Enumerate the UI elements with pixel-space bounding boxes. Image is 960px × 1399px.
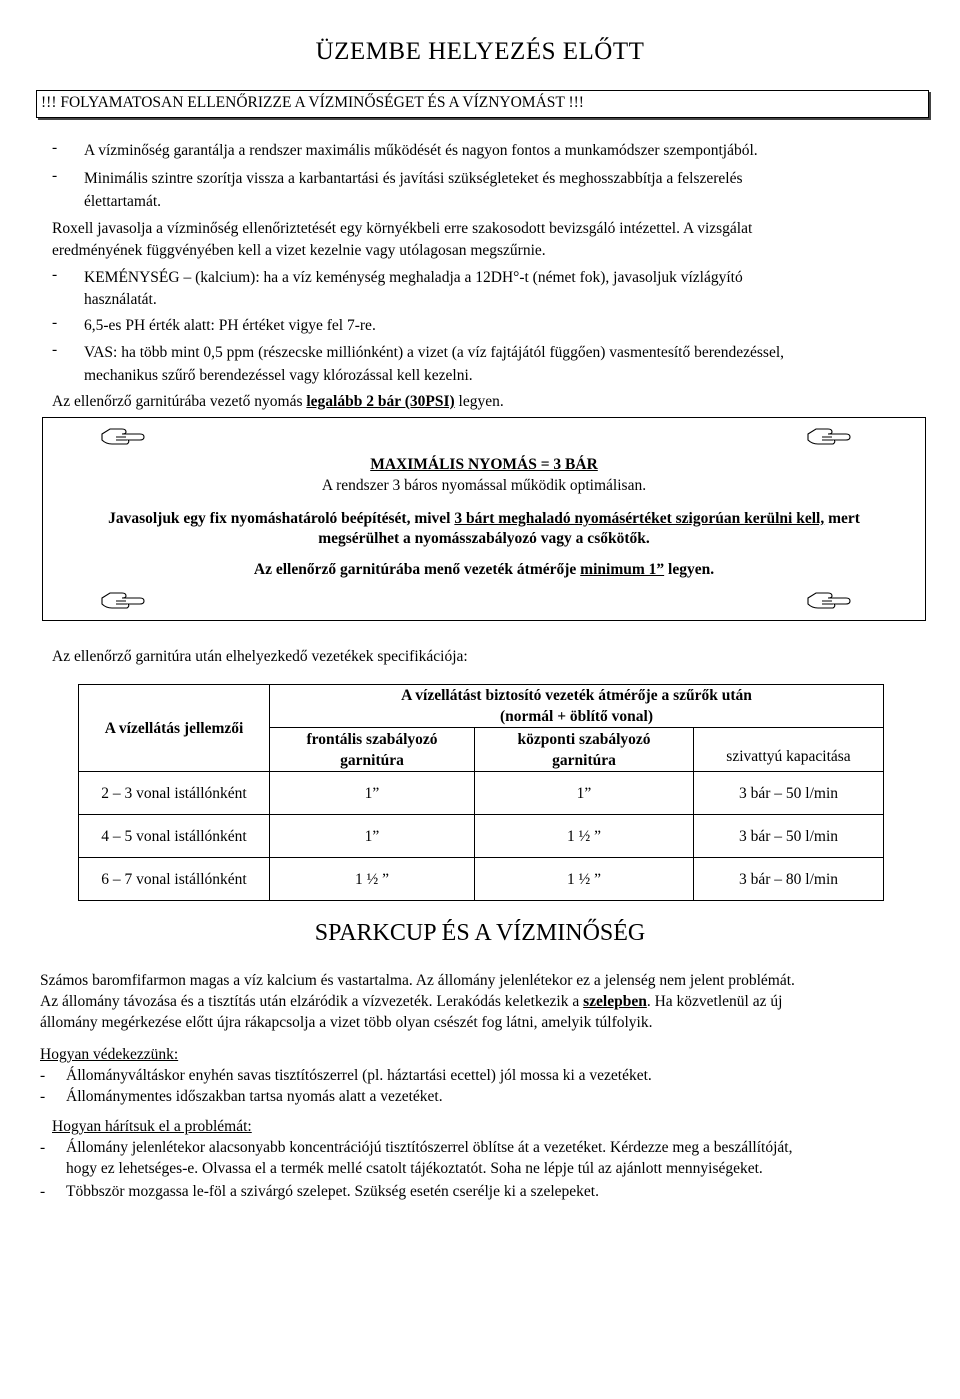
- bullet-dash: -: [52, 341, 58, 358]
- max-pressure-sub: A rendszer 3 báros nyomással működik optimálisan.: [321, 477, 647, 494]
- list-item: KEMÉNYSÉG – (kalcium): ha a víz keménység meghaladja a 12DH°-t (német fok), javasoljuk vízlágyító: [84, 269, 743, 286]
- cell-front: 1”: [270, 772, 475, 815]
- header-frontal-line1: frontális szabályozó: [306, 730, 438, 748]
- fix-title: Hogyan hárítsuk el a problémát:: [52, 1118, 252, 1135]
- bullet-dash: -: [52, 266, 58, 283]
- sec2-valve: szelepben: [583, 993, 647, 1010]
- list-item: Állomány jelenlétekor alacsonyabb koncentrációjú tisztítószerrel öblítse át a vezetéket. Kérdezze meg a beszállítóját,: [66, 1139, 793, 1156]
- rec-underlined: 3 bárt meghaladó nyomásértéket szigorúan kerülni kell,: [454, 510, 825, 527]
- diam-underlined: minimum 1”: [580, 561, 665, 578]
- roxell-paragraph-line2: eredményének függvényében kell a vizet kezelnie vagy utólagosan megszűrnie.: [52, 242, 546, 259]
- header-central-line2: garnitúra: [552, 751, 616, 769]
- table-header-row: [79, 685, 884, 728]
- list-item: VAS: ha több mint 0,5 ppm (részecske milliónként) a vizet (a víz fajtájától függően) vasmentesítő berendezéssel,: [84, 344, 785, 361]
- bullet-dash: -: [40, 1139, 46, 1156]
- sec2-paragraph-line2: [40, 990, 782, 1013]
- diameter-line: [42, 558, 926, 581]
- roxell-paragraph-line1: Roxell javasolja a vízminőség ellenőriztetését egy környékbeli erre szakosodott bevizsgáló intézettel. A vizsgálat: [52, 220, 753, 237]
- cell-desc: 6 – 7 vonal istállónként: [79, 858, 270, 901]
- header-diameter-line2: (normál + öblítő vonal): [499, 708, 654, 725]
- list-item: Állományváltáskor enyhén savas tisztítószerrel (pl. háztartási ecettel) jól mossa ki a vezetéket.: [66, 1067, 652, 1084]
- sec2-pre: Az állomány távozása és a tisztítás után elzáródik a vízvezeték. Lerakódás keletkezik a: [40, 993, 584, 1010]
- rec-post: mert: [824, 510, 860, 527]
- warning-box: [36, 90, 929, 118]
- list-item: Minimális szintre szorítja vissza a karbantartási és javítási szükségleteket és meghosszabbítja a felszerelés: [84, 170, 743, 187]
- bullet-dash: -: [40, 1067, 46, 1084]
- cell-central: 1”: [475, 772, 694, 815]
- spec-table: [78, 684, 884, 901]
- cell-pump: 3 bár – 80 l/min: [694, 858, 884, 901]
- bullet-dash: -: [52, 314, 58, 331]
- list-item: A vízminőség garantálja a rendszer maximális működését és nagyon fontos a munkamódszer szempontjából.: [84, 142, 758, 159]
- header-frontal-line2: garnitúra: [340, 751, 404, 769]
- recommendation-line2: megsérülhet a nyomásszabályozó vagy a csőkötők.: [318, 530, 650, 547]
- pressure-pre: Az ellenőrző garnitúrába vezető nyomás: [52, 393, 307, 410]
- table-row: [79, 858, 884, 901]
- sec2-paragraph-line1: Számos baromfifarmon magas a víz kalcium és vastartalma. Az állomány jelenlétekor ez a jelenség nem jelent problémát.: [40, 972, 795, 989]
- header-pump: szivattyú kapacitása: [694, 728, 884, 772]
- cell-pump: 3 bár – 50 l/min: [694, 772, 884, 815]
- diam-pre: Az ellenőrző garnitúrába menő vezeték átmérője: [253, 561, 581, 578]
- table-row: [79, 815, 884, 858]
- list-item: 6,5-es PH érték alatt: PH értéket vigye fel 7-re.: [84, 317, 376, 334]
- sec2-post: . Ha közvetlenül az új: [646, 993, 783, 1010]
- header-characteristics: A vízellátás jellemzői: [79, 685, 270, 772]
- cell-pump: 3 bár – 50 l/min: [694, 815, 884, 858]
- list-item: Többször mozgassa le-föl a szivárgó szelepet. Szükség esetén cserélje ki a szelepeket.: [66, 1183, 599, 1200]
- page-title: ÜZEMBE HELYEZÉS ELŐTT: [315, 38, 645, 65]
- diam-post: legyen.: [664, 561, 715, 578]
- pointing-hand-icon: [806, 589, 852, 611]
- bullet-dash: -: [52, 167, 58, 184]
- sec2-paragraph-line3: állomány megérkezése előtt újra rákapcsolja a vizet több olyan csészét fog látni, amelyik túlfolyik.: [40, 1014, 653, 1031]
- pointing-hand-icon: [100, 589, 146, 611]
- pressure-post: legyen.: [454, 393, 504, 410]
- list-item-cont: mechanikus szűrő berendezéssel vagy klórozással kell kezelni.: [84, 367, 473, 384]
- cell-central: 1 ½ ”: [475, 858, 694, 901]
- protect-title: Hogyan védekezzünk:: [40, 1046, 179, 1063]
- spec-intro: Az ellenőrző garnitúra után elhelyezkedő vezetékek specifikációja:: [52, 648, 468, 665]
- header-diameter: [270, 685, 884, 728]
- table-row: [79, 772, 884, 815]
- pointing-hand-icon: [100, 425, 146, 447]
- warning-text: !!! FOLYAMATOSAN ELLENŐRIZZE A VÍZMINŐSÉGET ÉS A VÍZNYOMÁST !!!: [41, 94, 584, 111]
- header-frontal: [270, 728, 475, 772]
- max-pressure-title: MAXIMÁLIS NYOMÁS = 3 BÁR: [370, 456, 598, 473]
- list-item: Állománymentes időszakban tartsa nyomás alatt a vezetéket.: [66, 1088, 443, 1105]
- pressure-line: [52, 390, 504, 413]
- list-item-cont: hogy ez lehetséges-e. Olvassa el a termék mellé csatolt tájékoztatót. Soha ne lépje túl az ajánlott mennyiségeket.: [66, 1160, 763, 1177]
- bullet-dash: -: [40, 1183, 46, 1200]
- list-item-cont: használatát.: [84, 291, 157, 308]
- cell-desc: 4 – 5 vonal istállónként: [79, 815, 270, 858]
- pressure-value: legalább 2 bár (30PSI): [306, 393, 455, 410]
- cell-front: 1”: [270, 815, 475, 858]
- bullet-dash: -: [52, 139, 58, 156]
- cell-desc: 2 – 3 vonal istállónként: [79, 772, 270, 815]
- cell-front: 1 ½ ”: [270, 858, 475, 901]
- bullet-dash: -: [40, 1088, 46, 1105]
- rec-pre: Javasoljuk egy fix nyomáshatároló beépítését, mivel: [108, 510, 455, 527]
- header-central-line1: központi szabályozó: [517, 730, 651, 748]
- header-diameter-line1: A vízellátást biztosító vezeték átmérője a szűrők után: [401, 687, 752, 704]
- cell-central: 1 ½ ”: [475, 815, 694, 858]
- pointing-hand-icon: [806, 425, 852, 447]
- header-central: [475, 728, 694, 772]
- list-item-cont: élettartamát.: [84, 193, 162, 210]
- section2-title: SPARKCUP ÉS A VÍZMINŐSÉG: [314, 920, 646, 946]
